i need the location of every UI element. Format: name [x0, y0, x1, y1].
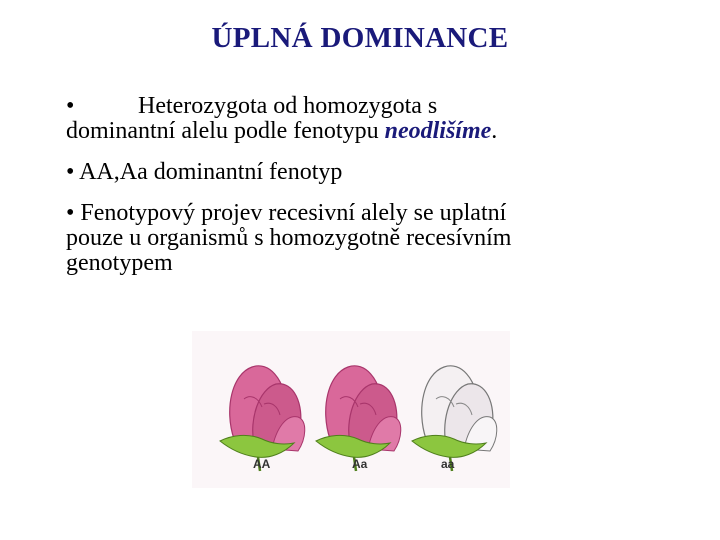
bullet-3-line-3: genotypem — [66, 250, 173, 276]
genotype-label-aa-heterozygous: Aa — [352, 457, 368, 471]
flowers-svg — [192, 331, 510, 488]
bullet-item-1 — [66, 94, 666, 144]
bullet-3-line-2: pouze u organismů s homozygotně recesívním — [66, 225, 512, 251]
genotype-label-aa-recessive: aa — [441, 457, 455, 471]
genotype-label-aa-dominant: AA — [253, 457, 271, 471]
bullet-2-text: • AA,Aa dominantní fenotyp — [66, 159, 343, 185]
bullet-item-2 — [66, 160, 666, 185]
flower-aa-dominant — [220, 366, 305, 471]
flower-aa-heterozygous — [316, 366, 401, 471]
emphasis-text: neodlišíme — [384, 118, 492, 144]
page-title: ÚPLNÁ DOMINANCE — [211, 22, 509, 54]
bullet-item-3 — [66, 201, 666, 276]
bullet-marker: • — [66, 93, 75, 119]
bullet-1-line-2: dominantní alelu podle fenotypu — [66, 118, 385, 144]
bullet-list — [66, 94, 666, 292]
bullet-3-line-1: • Fenotypový projev recesivní alely se uplatní — [66, 200, 507, 226]
flower-illustration — [192, 331, 510, 488]
bullet-1-line-1: Heterozygota od homozygota s — [138, 93, 438, 119]
flower-aa-recessive — [412, 366, 497, 471]
bullet-1-period: . — [491, 118, 498, 144]
